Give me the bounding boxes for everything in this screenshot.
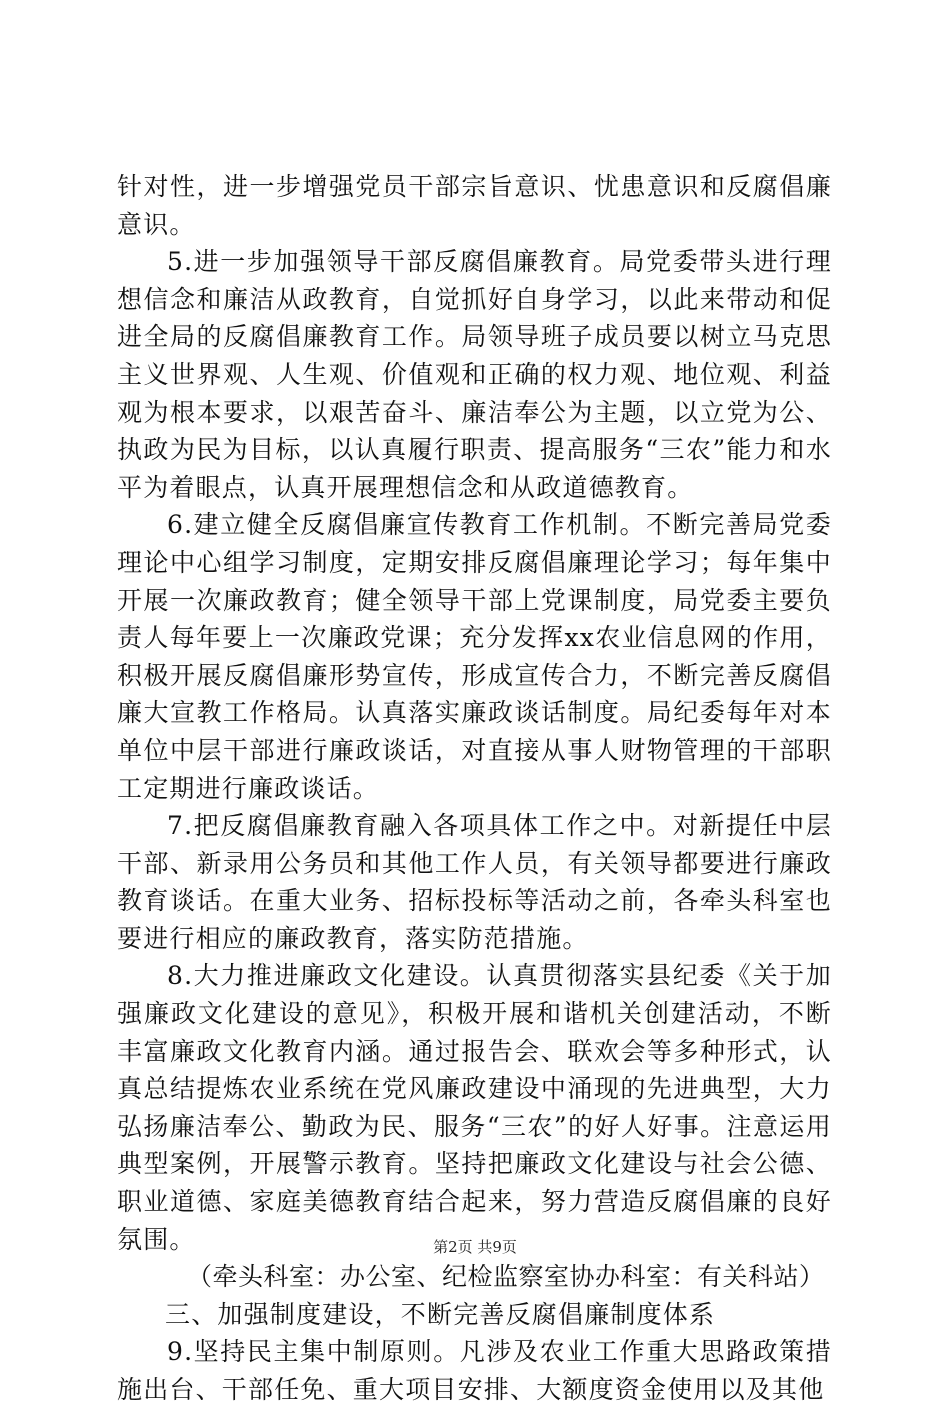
department-note: （牵头科室：办公室、纪检监察室协办科室：有关科站） xyxy=(187,1262,825,1292)
paragraph-item-6: 6.建立健全反腐倡廉宣传教育工作机制。不断完善局党委理论中心组学习制度，定期安排反腐倡廉理论学习；每年集中开展一次廉政教育；健全领导干部上党课制度，局党委主要负责人每年要上一次廉政党课；充分发挥xx农业信息网的作用，积极开展反腐倡廉形势宣传，形成宣传合力，不断完善反腐倡廉大宣教工作格局。认真落实廉政谈话制度。局纪委每年对本单位中层干部进行廉政谈话，对直接从事人财物管理的干部职工定期进行廉政谈话。 xyxy=(117,510,832,803)
section-heading-3: 三、加强制度建设，不断完善反腐倡廉制度体系 xyxy=(165,1299,716,1329)
paragraph-item-5: 5.进一步加强领导干部反腐倡廉教育。局党委带头进行理想信念和廉洁从政教育，自觉抓好自身学习，以此来带动和促进全局的反腐倡廉教育工作。局领导班子成员要以树立马克思主义世界观、人生观、价值观和正确的权力观、地位观、利益观为根本要求，以艰苦奋斗、廉洁奉公为主题，以立党为公、执政为民为目标，以认真履行职责、提高服务“三农”能力和水平为着眼点，认真开展理想信念和从政道德教育。 xyxy=(117,247,832,502)
paragraph-item-7: 7.把反腐倡廉教育融入各项具体工作之中。对新提任中层干部、新录用公务员和其他工作人员，有关领导都要进行廉政教育谈话。在重大业务、招标投标等活动之前，各牵头科室也要进行相应的廉政教育，落实防范措施。 xyxy=(117,811,832,953)
paragraph-continued: 针对性，进一步增强党员干部宗旨意识、忧患意识和反腐倡廉意识。 xyxy=(117,172,832,239)
paragraph-item-8: 8.大力推进廉政文化建设。认真贯彻落实县纪委《关于加强廉政文化建设的意见》，积极开展和谐机关创建活动，不断丰富廉政文化教育内涵。通过报告会、联欢会等多种形式，认真总结提炼农业系统在党风廉政建设中涌现的先进典型，大力弘扬廉洁奉公、勤政为民、服务“三农”的好人好事。注意运用典型案例，开展警示教育。坚持把廉政文化建设与社会公德、职业道德、家庭美德教育结合起来，努力营造反腐倡廉的良好氛围。 xyxy=(117,961,832,1254)
document-body xyxy=(117,168,832,1409)
paragraph-item-9: 9.坚持民主集中制原则。凡涉及农业工作重大思路政策措施出台、干部任免、重大项目安排、大额度资金使用以及其他 xyxy=(117,1337,832,1404)
page-number-footer: 第2页 共9页 xyxy=(433,1238,517,1256)
